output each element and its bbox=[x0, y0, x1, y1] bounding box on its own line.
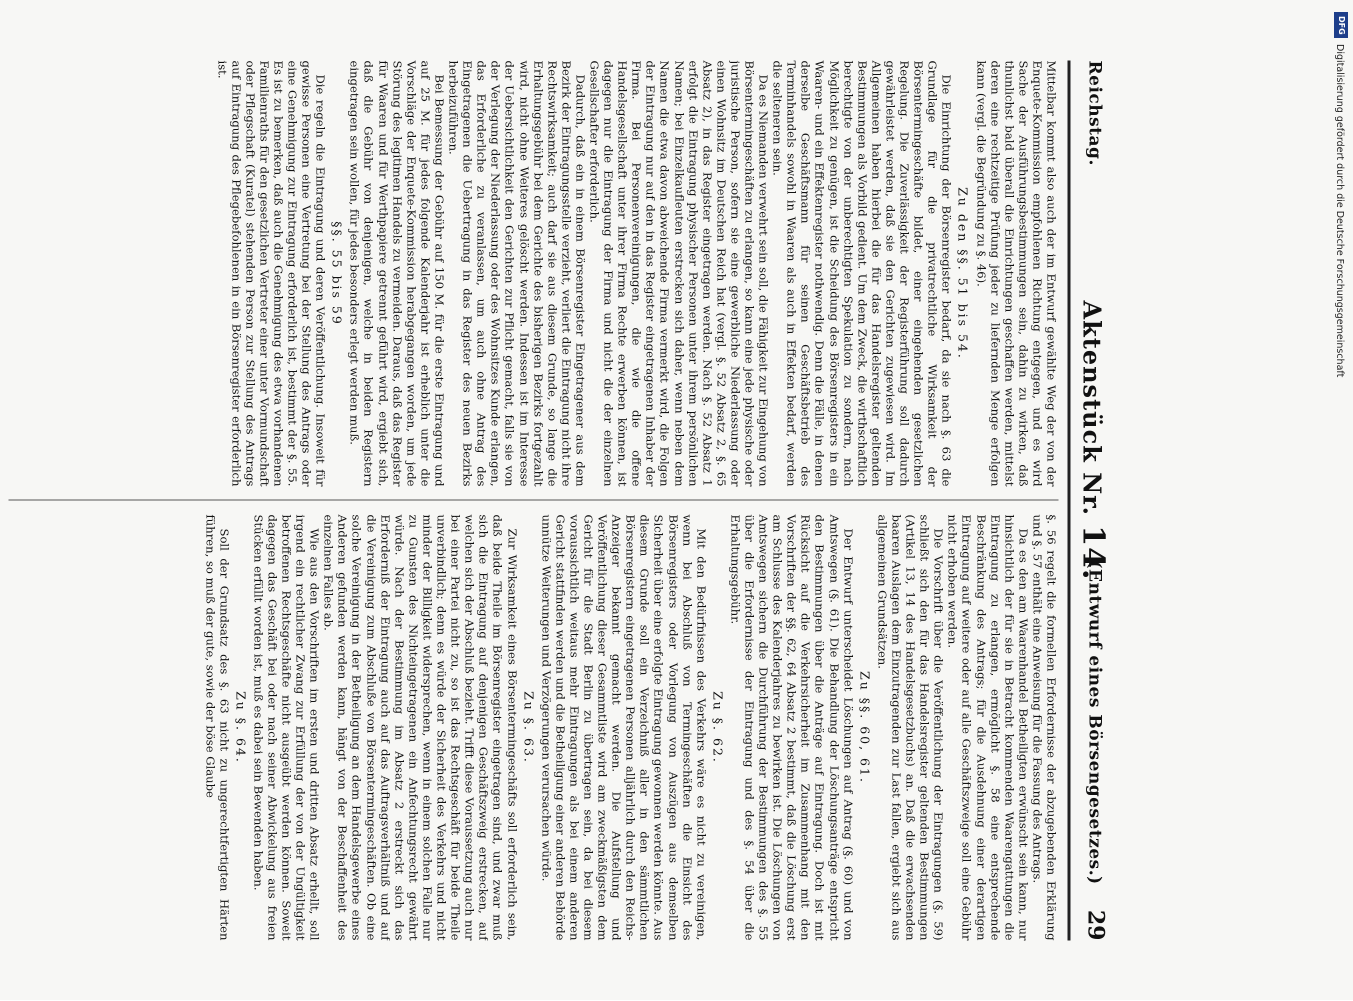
paragraph: Soll der Grundsatz des §. 63 nicht zu ungerechtfertigten Härten führen, so muß der gute, sowie der böse Glaube bbox=[203, 514, 232, 941]
paragraph: Wie aus den Vorschriften im ersten und dritten Absatz erhellt, soll irgend ein rechtlicher Zwang zur Erfüllung der von der Ungültigkeit betroffenen Rechtsgeschäfte nicht ausgeübt werden können. Soweit dagegen das Geschäft bei oder nach seiner Abwickelung aus freien Stücken erfüllt worden ist, muß es dabei sein Bewenden haben. bbox=[251, 514, 322, 941]
paragraph: Dadurch, daß ein in einem Börsenregister Eingetragener aus dem Bezirk der Eintragungsstelle verzieht, verliert die Eintragung nicht ihre Rechtswirksamkeit; auch darf sie aus diesem Grunde, so lange die Erhaltungsgebühr bei dem Gerichte des bisherigen Bezirks fortgezahlt wird, nicht ohne Weiteres gelöscht werden. Indessen ist im Interesse der Uebersichtlichkeit den Gerichten zur Pflicht gemacht, falls sie von der Verlegung der Niederlassung oder des Wohnsitzes Kunde erlangen, das Erforderliche zu veranlassen, um auch ohne Antrag des Eingetragenen die Uebertragung in das Register des neuen Bezirks herbeizuführen. bbox=[446, 60, 588, 487]
paragraph: Mit den Bedürfnissen des Verkehrs wäre es nicht zu vereinigen, wenn bei Abschluß von Termingeschäften die Einsicht des Börsenregisters oder Vorlegung von Auszügen aus demselben Sicherheit über eine erfolgte Eintragung gewonnen werden könnte. Aus diesem Grunde soll ein Verzeichniß aller in den sämmtlichen Börsenregistern eingetragenen Personen alljährlich durch den Reichs-Anzeiger bekannt gemacht werden. Die Aufstellung und Veröffentlichung dieser Gesammtliste wird am zweckmäßigsten dem Gericht für die Stadt Berlin zu übertragen sein, da bei diesem voraussichtlich weitaus mehr Eintragungen als bei einem anderen Gericht stattfinden werden und die Betheiligung einer anderen Behörde unnütze Weiterungen und Verzögerungen verursachen würde. bbox=[539, 514, 709, 941]
page-number: 29 bbox=[1082, 909, 1109, 941]
header-title-prefix: Aktenstück Nr. bbox=[1077, 300, 1107, 516]
dfg-watermark bbox=[1332, 8, 1350, 992]
header-left: Reichstag. bbox=[1084, 60, 1105, 166]
section-heading: Zu §§. 60, 61. bbox=[857, 671, 873, 784]
paragraph: Da es Niemanden verwehrt sein soll, die Fähigkeit zur Eingehung von Börsentermingeschäften zu erlangen, so kann eine jede physische oder juristische Person, sofern sie eine gewerbliche Niederlassung oder einen Wohnsitz im Deutschen Reich hat (vergl. §. 52 Absatz 2, §. 65 Absatz 2), in das Register eingetragen werden. Nach §. 52 Absatz 1 erfolgt die Eintragung physischer Personen unter ihrem persönlichen Namen; bei Einzelkaufleuten erstrecken sich daher, wenn neben dem Namen die etwa davon abweichende Firma vermerkt wird, die Folgen der Eintragung nur auf den in das Register eingetragenen Inhaber der Firma. Bei Personenvereinigungen, die wie die offene Handelsgesellschaft unter ihrer Firma Rechte erwerben können, ist dagegen nur die Eintragung der Firma und nicht die der einzelnen Gesellschafter erforderlich. bbox=[587, 60, 771, 487]
newspaper-page bbox=[5, 61, 1115, 941]
section-heading: Zu §. 62. bbox=[710, 691, 726, 764]
paragraph: Zur Wirksamkeit eines Börsentermingeschäfts soll erforderlich sein, daß beide Theile im Börsenregister eingetragen sind, und zwar muß sich die Eintragung auf denjenigen Geschäftszweig erstrecken, auf welchen sich der Abschluß bezieht. Trifft diese Voraussetzung auch nur bei einer Partei nicht zu, so ist das Rechtsgeschäft für beide Theile unverbindlich; denn es würde der Sicherheit des Verkehrs und nicht minder der Billigkeit widersprechen, wenn in einem solchen Falle nur zu Gunsten des Nichteingetragenen ein Anfechtungsrecht gewährt würde. Nach der Bestimmung im Absatz 2 erstreckt sich das Erforderniß der Eintragung auch auf das Auftragsverhältniß und auf die Vereinigung zum Abschluße von Börsentermingeschäften. Ob eine solche Vereinigung in der Betheiligung an dem Handelsgewerbe eines Anderen gefunden werden kann, hängt von der Beschaffenheit des einzelnen Falles ab. bbox=[321, 514, 520, 941]
paragraph: Bei Bemessung der Gebühr auf 150 M. für die erste Eintragung und auf 25 M. für jedes folgende Kalenderjahr ist erheblich unter die Vorschläge der Enquete-Kommission herabgegangen worden, um jede Störung des legitimen Handels zu vermeiden. Daraus, daß das Register für Waaren und für Werthpapiere getrennt geführt wird, ergiebt sich, daß die Gebühr von denjenigen, welche in beiden Registern eingetragen sein wollen, für jedes besonders erlegt werden muß. bbox=[347, 60, 447, 487]
section-heading: §§. 55 bis 59 bbox=[329, 221, 345, 326]
column-divider bbox=[9, 500, 1059, 501]
paragraph: Mittelbar kommt also auch der im Entwurf gewählte Weg der von der Enquete-Kommission empfohlenen Richtung entgegen, und es wird Sache der Ausführungsbestimmungen sein, dahin zu wirken, daß thunlichst bald überall die Einrichtungen geschaffen werden, mittelst deren eine rechtzeitige Prüfung jeder zu liefernden Menge erfolgen kann (vergl. die Begründung zu §. 46). bbox=[974, 60, 1059, 487]
section-heading: Zu §. 63. bbox=[521, 691, 537, 764]
section-heading: Zu §. 64. bbox=[233, 691, 249, 764]
paragraph: Die regeln die Eintragung und deren Veröffentlichung. Insoweit für gewisse Personen eine Vertretung bei der Stellung des Antrags oder eine Genehmigung zur Eintragung erforderlich ist, bestimmt der §. 55. Es ist zu bemerken, daß auch die Genehmigung des etwa vorhandenen Familienraths für den gesetzlichen Vertreter einer unter Vormundschaft oder Pflegschaft (Kuratel) stehenden Person zur Stellung des Antrags auf Eintragung des Pflegebefohlenen in ein Börsenregister erforderlich ist. bbox=[215, 60, 328, 487]
text-column-right bbox=[9, 515, 1059, 941]
dfg-funding-note: Digitalisierung gefördert durch die Deutsche Forschungsgemeinschaft bbox=[1334, 44, 1345, 378]
section-heading: Zu den §§. 51 bis 54. bbox=[955, 187, 971, 360]
header-title bbox=[1076, 301, 1111, 581]
header-title-number: 14. bbox=[1075, 525, 1111, 581]
paragraph: §. 56 regelt die formellen Erfordernisse der abzugebenden Erklärung und §. 57 enthält eine Anweisung für die Fassung des Antrags. bbox=[1030, 514, 1059, 941]
dfg-logo: DFG bbox=[1334, 12, 1348, 38]
header-rule bbox=[1068, 61, 1071, 941]
page-header bbox=[1075, 61, 1115, 941]
rotated-page bbox=[0, 1, 1353, 1001]
header-right: (Entwurf eines Börsengesetzes.) bbox=[1084, 560, 1105, 885]
paragraph: Da es den am Waarenhandel Betheiligten erwünscht sein kann, nur hinsichtlich der für sie in Betracht kommenden Waarengattungen die Eintragung zu erlangen, ermöglicht §. 58 eine entsprechende Beschränkung des Antrags; für die Ausdehnung einer derartigen Eintragung auf weitere oder auf alle Geschäftszweige soll eine Gebühr nicht erhoben werden. bbox=[945, 514, 1031, 941]
paragraph: Die Einrichtung der Börsenregister bedarf, da sie nach §. 63 die Grundlage für die privatrechtliche Wirksamkeit der Börsentermingeschäfte bildet, einer eingehenden gesetzlichen Regelung. Die Zuverlässigkeit der Registerführung soll dadurch gewährleistet werden, daß sie den Gerichten zugewiesen wird. Im Allgemeinen haben hierbei die für das Handelsregister geltenden Bestimmungen als Vorbild gedient. Um dem Zweck, die wirthschaftlich berechtigte von der unberechtigten Spekulation zu sondern, nach Möglichkeit zu genügen, ist die Scheidung des Börsenregisters in ein Waaren- und ein Effektenregister nothwendig. Denn die Fälle, in denen derselbe Geschäftsmann für seinen Geschäftsbetrieb des Terminhandels sowohl in Waaren als auch in Effekten bedarf, werden die selteneren sein. bbox=[770, 60, 954, 487]
paragraph: Der Entwurf unterscheidet Löschungen auf Antrag (§. 60) und von Amtswegen (§. 61). Die Behandlung der Löschungsanträge entspricht den Bestimmungen über die Anträge auf Eintragung. Doch ist mit Rücksicht auf die Verkehrsicherheit im Zusammenhang mit den Vorschriften der §§. 62, 64 Absatz 2 bestimmt, daß die Löschung erst am Schlusse des Kalenderjahres zu bewirken ist. Die Löschungen von Amtswegen sichern die Durchführung der Bestimmungen des §. 55 über die Erfordernisse der Eintragung und des §. 54 über die Erhaltungsgebühr. bbox=[728, 514, 856, 941]
paragraph: Die Vorschrift über die Veröffentlichung der Eintragungen (§. 59) schließt sich den für das Handelsregister geltenden Bestimmungen (Artikel 13, 14 des Handelsgesetzbuchs) an. Daß die erwachsenden baaren Auslagen dem Einzutragenden zur Last fallen, ergiebt sich aus allgemeinen Grundsätzen. bbox=[875, 514, 946, 941]
text-column-left bbox=[9, 61, 1059, 487]
